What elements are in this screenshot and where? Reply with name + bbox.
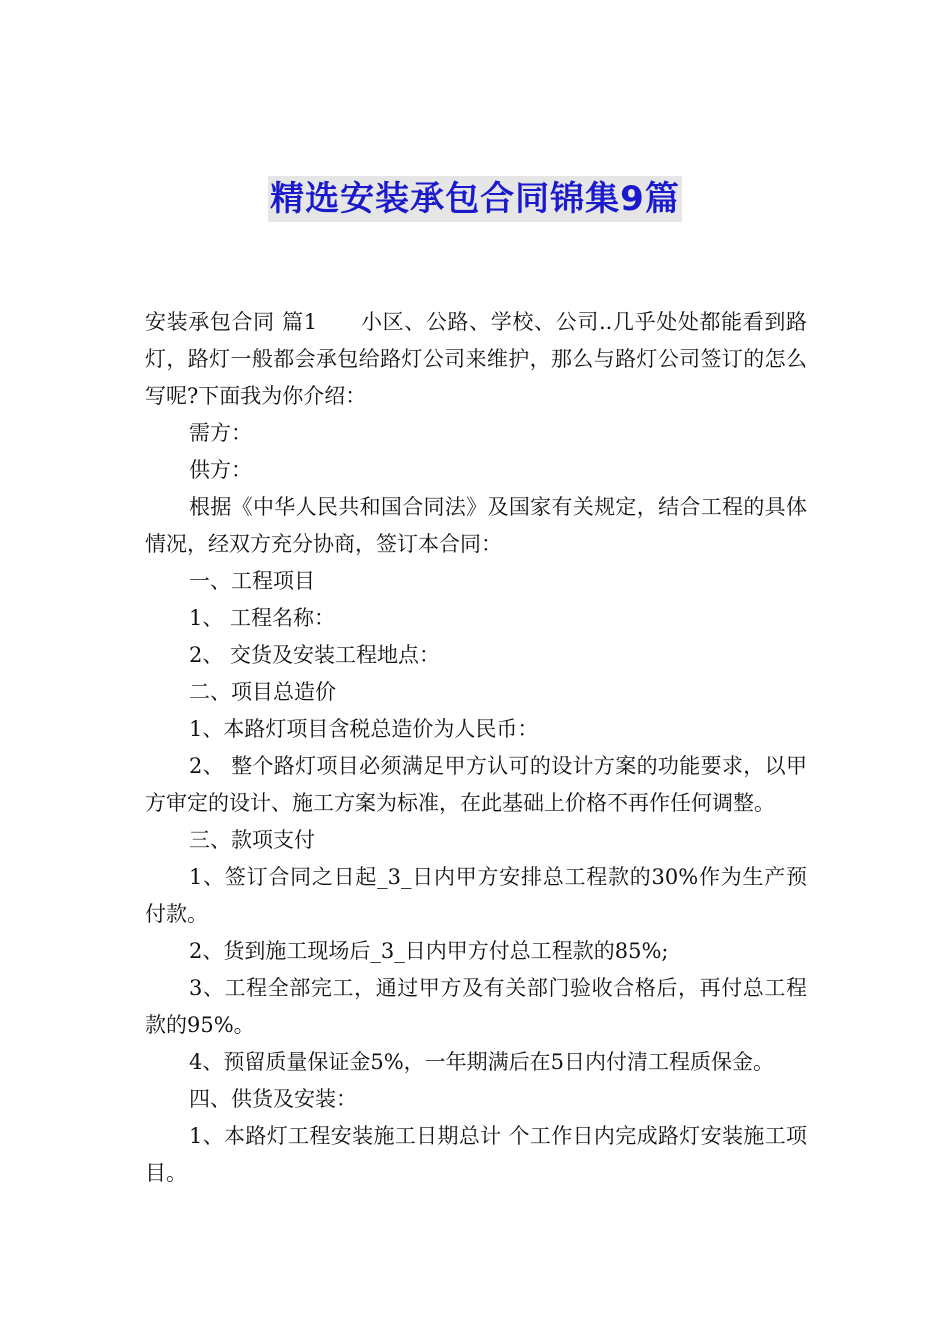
paragraph-supplier: 供方： [189, 458, 252, 482]
paragraph-payment-2: 2、货到施工现场后_3_日内甲方付总工程款的85%; [189, 939, 669, 963]
paragraph-intro: 安装承包合同 篇1 小区、公路、学校、公司..几乎处处都能看到路灯，路灯一般都会承包给路灯公司来维护，那么与路灯公司签订的怎么写呢?下面我为你介绍： [145, 310, 807, 408]
section-heading-supply: 四、供货及安装： [189, 1087, 357, 1111]
section-heading-price: 二、项目总造价 [189, 680, 336, 704]
paragraph-supply-1: 1、本路灯工程安装施工日期总计 个工作日内完成路灯安装施工项目。 [145, 1124, 807, 1185]
paragraph-location: 2、 交货及安装工程地点： [189, 643, 441, 667]
paragraph-payment-3: 3、工程全部完工，通过甲方及有关部门验收合格后，再付总工程款的95%。 [145, 976, 807, 1037]
title-container [0, 176, 950, 222]
paragraph-basis: 根据《中华人民共和国合同法》及国家有关规定，结合工程的具体情况，经双方充分协商，签订本合同： [145, 495, 807, 556]
paragraph-payment-4: 4、预留质量保证金5%，一年期满后在5日内付清工程质保金。 [189, 1050, 775, 1074]
document-title: 精选安装承包合同锦集9篇 [268, 176, 682, 222]
document-body [145, 304, 807, 1192]
section-heading-project: 一、工程项目 [189, 569, 315, 593]
paragraph-project-name: 1、 工程名称： [189, 606, 336, 630]
paragraph-total-price: 1、本路灯项目含税总造价为人民币： [189, 717, 539, 741]
paragraph-buyer: 需方： [189, 421, 252, 445]
paragraph-payment-1: 1、签订合同之日起_3_日内甲方安排总工程款的30%作为生产预付款。 [145, 865, 807, 926]
paragraph-design-requirement: 2、 整个路灯项目必须满足甲方认可的设计方案的功能要求，以甲方审定的设计、施工方案为标准，在此基础上价格不再作任何调整。 [145, 754, 807, 815]
section-heading-payment: 三、款项支付 [189, 828, 315, 852]
